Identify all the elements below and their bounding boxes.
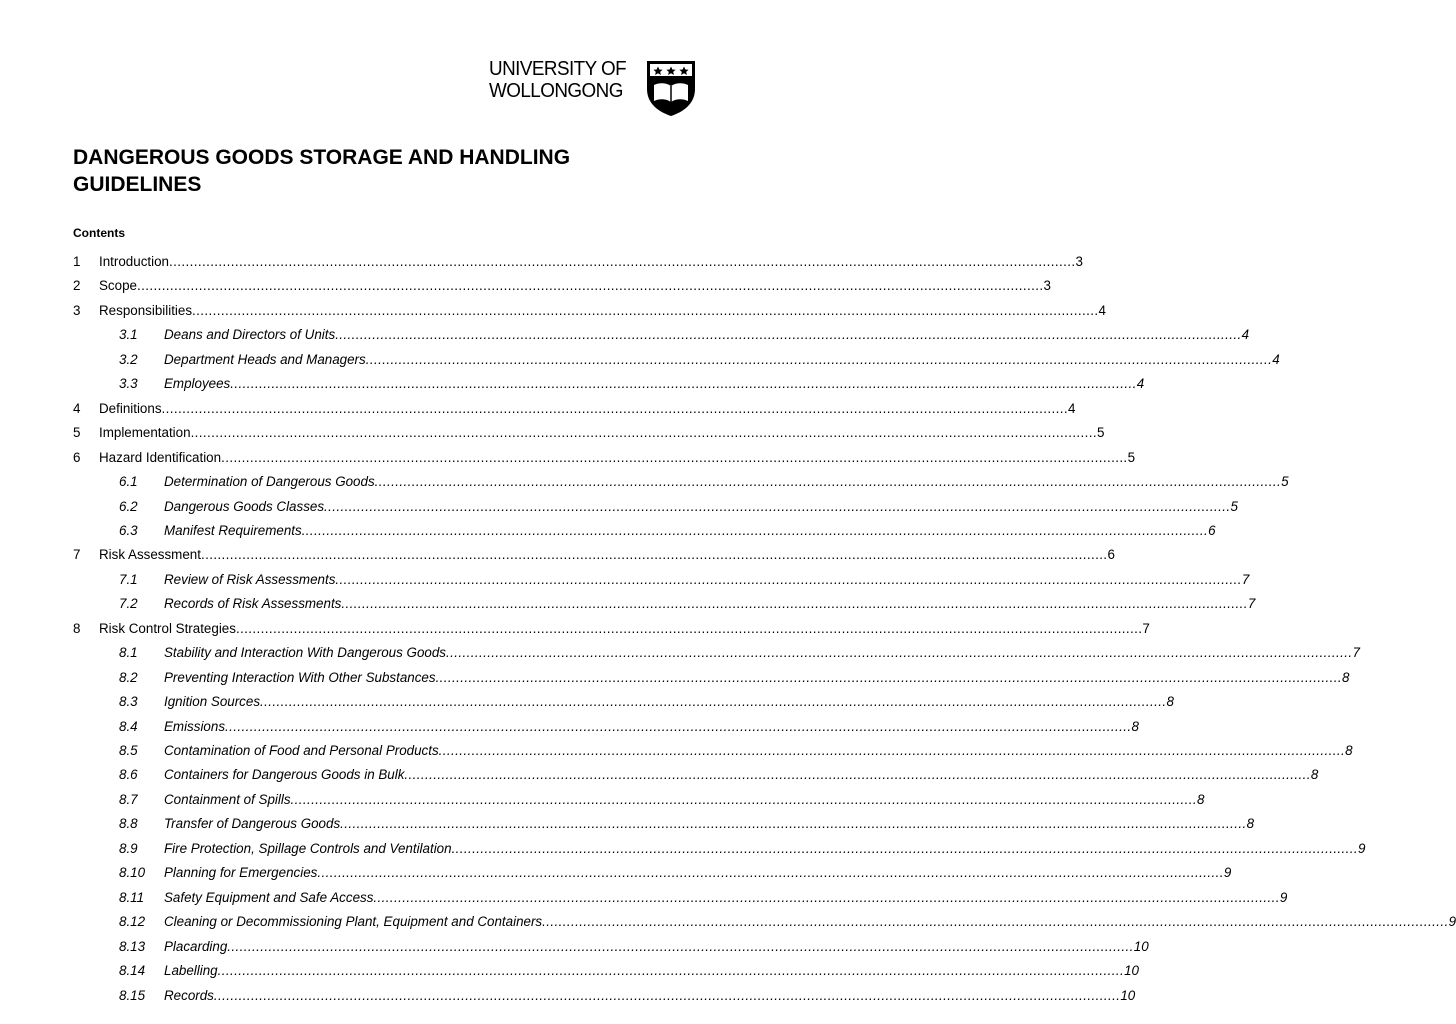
- logo-line-2: WOLLONGONG: [489, 79, 623, 102]
- toc-title: Review of Risk Assessments: [164, 571, 336, 587]
- toc-page-number: 8: [1310, 767, 1319, 783]
- toc-row[interactable]: [0, 472, 1289, 492]
- toc-title: Employees: [164, 376, 231, 392]
- toc-number: 8.2: [119, 669, 138, 685]
- toc-title: Safety Equipment and Safe Access: [164, 889, 374, 905]
- toc-title: Risk Control Strategies: [99, 620, 236, 636]
- toc-title: Records: [164, 987, 214, 1003]
- toc-title: Containment of Spills: [164, 791, 291, 807]
- toc-row[interactable]: [0, 399, 1076, 419]
- toc-number: 8: [73, 620, 81, 636]
- toc-leader-dots: ............................................................................................................................................................................................................................: [340, 816, 1247, 832]
- toc-page-number: 8: [1131, 718, 1139, 734]
- toc-number: 3.1: [119, 327, 138, 343]
- toc-page-number: 5: [1127, 449, 1136, 465]
- toc-leader-dots: ............................................................................................................................................................................................................................: [335, 571, 1242, 587]
- toc-page-number: 10: [1124, 963, 1139, 979]
- toc-leader-dots: ............................................................................................................................................................................................................................: [365, 351, 1273, 367]
- toc-title: Department Heads and Managers: [164, 351, 366, 367]
- toc-number: 8.13: [119, 938, 146, 954]
- document-title: DANGEROUS GOODS STORAGE AND HANDLING GUIDELINES: [73, 146, 571, 196]
- toc-page-number: 8: [1197, 791, 1205, 807]
- logo-wordmark: [489, 58, 626, 102]
- toc-row[interactable]: [0, 692, 1174, 712]
- toc-number: 7.2: [119, 596, 138, 612]
- toc-title: Ignition Sources: [164, 694, 261, 710]
- toc-number: 3.2: [119, 351, 138, 367]
- toc-number: 8.6: [119, 767, 138, 783]
- toc-title: Definitions: [99, 400, 162, 416]
- toc-leader-dots: ............................................................................................................................................................................................................................: [435, 669, 1343, 685]
- toc-title: Determination of Dangerous Goods: [164, 474, 375, 490]
- toc-title: Planning for Emergencies: [164, 865, 318, 881]
- toc-title: Scope: [99, 278, 137, 294]
- toc-page-number: 7: [1142, 620, 1150, 636]
- toc-page-number: 9: [1223, 865, 1232, 881]
- toc-leader-dots: ............................................................................................................................................................................................................................: [317, 865, 1224, 881]
- toc-title: Records of Risk Assessments: [164, 596, 342, 612]
- toc-leader-dots: ............................................................................................................................................................................................................................: [324, 498, 1231, 514]
- toc-title: Labelling: [164, 963, 218, 979]
- toc-leader-dots: ............................................................................................................................................................................................................................: [445, 645, 1353, 661]
- toc-page-number: 10: [1133, 938, 1149, 954]
- toc-number: 2: [73, 278, 81, 294]
- toc-leader-dots: ............................................................................................................................................................................................................................: [301, 522, 1209, 538]
- toc-number: 8.4: [119, 718, 138, 734]
- university-crest-icon: [645, 59, 697, 117]
- toc-page-number: 4: [1136, 376, 1145, 392]
- toc-number: 6: [73, 449, 81, 465]
- toc-leader-dots: ............................................................................................................................................................................................................................: [168, 254, 1076, 269]
- toc-title: Placarding: [164, 938, 228, 954]
- toc-title: Transfer of Dangerous Goods: [164, 816, 341, 832]
- toc-title: Hazard Identification: [99, 449, 222, 465]
- toc-row[interactable]: [0, 497, 1238, 517]
- toc-leader-dots: ............................................................................................................................................................................................................................: [290, 791, 1198, 807]
- toc-page-number: 7: [1241, 571, 1250, 587]
- toc-page-number: 6: [1107, 547, 1115, 563]
- toc-row[interactable]: [0, 888, 1288, 908]
- toc-title: Implementation: [99, 425, 191, 441]
- toc-row[interactable]: [0, 252, 1083, 272]
- toc-row[interactable]: [0, 301, 1106, 321]
- toc-page-number: 3: [1075, 254, 1083, 269]
- toc-page-number: 3: [1043, 278, 1051, 294]
- toc-row[interactable]: [0, 521, 1216, 541]
- toc-row[interactable]: [0, 717, 1139, 737]
- toc-leader-dots: ............................................................................................................................................................................................................................: [213, 987, 1121, 1003]
- toc-leader-dots: ............................................................................................................................................................................................................................: [260, 694, 1167, 710]
- toc-title: Preventing Interaction With Other Substances: [164, 669, 436, 685]
- toc-number: 8.3: [119, 694, 138, 710]
- toc-leader-dots: ............................................................................................................................................................................................................................: [451, 840, 1359, 856]
- toc-row[interactable]: [0, 668, 1350, 688]
- toc-title: Contamination of Food and Personal Products: [164, 743, 439, 758]
- toc-title: Manifest Requirements: [164, 522, 302, 538]
- toc-number: 8.8: [119, 816, 138, 832]
- toc-row[interactable]: [0, 276, 1051, 296]
- toc-page-number: 5: [1097, 425, 1105, 441]
- toc-page-number: 4: [1241, 327, 1250, 343]
- toc-number: 8.12: [119, 914, 146, 930]
- toc-leader-dots: ............................................................................................................................................................................................................................: [190, 425, 1098, 441]
- toc-page-number: 10: [1120, 987, 1136, 1003]
- toc-title: Containers for Dangerous Goods in Bulk: [164, 767, 405, 783]
- toc-leader-dots: ............................................................................................................................................................................................................................: [404, 767, 1311, 783]
- toc-title: Fire Protection, Spillage Controls and Ventilation: [164, 840, 452, 856]
- toc-leader-dots: ............................................................................................................................................................................................................................: [161, 400, 1069, 416]
- toc-title: Responsibilities: [99, 302, 193, 318]
- toc-leader-dots: ............................................................................................................................................................................................................................: [230, 376, 1137, 392]
- toc-number: 7.1: [119, 571, 138, 587]
- toc-leader-dots: ............................................................................................................................................................................................................................: [542, 914, 1449, 930]
- toc-leader-dots: ............................................................................................................................................................................................................................: [217, 963, 1125, 979]
- toc-page-number: 9: [1279, 889, 1288, 905]
- toc-title: Cleaning or Decommissioning Plant, Equipment and Containers: [164, 914, 543, 930]
- toc-number: 8.1: [119, 645, 138, 661]
- toc-page-number: 4: [1272, 351, 1280, 367]
- toc-number: 5: [73, 425, 81, 441]
- toc-leader-dots: ............................................................................................................................................................................................................................: [221, 449, 1128, 465]
- toc-title: Dangerous Goods Classes: [164, 498, 325, 514]
- toc-page-number: 9: [1448, 914, 1456, 930]
- toc-page-number: 5: [1281, 474, 1289, 490]
- university-logo: [489, 58, 638, 102]
- toc-number: 8.15: [119, 987, 146, 1003]
- toc-page-number: 7: [1247, 596, 1256, 612]
- toc-row[interactable]: [0, 350, 1280, 370]
- toc-page-number: 9: [1358, 840, 1366, 856]
- toc-number: 4: [73, 400, 81, 416]
- toc-leader-dots: ............................................................................................................................................................................................................................: [374, 474, 1282, 490]
- toc-page-number: 8: [1342, 669, 1350, 685]
- toc-leader-dots: ............................................................................................................................................................................................................................: [335, 327, 1242, 343]
- toc-row[interactable]: [0, 839, 1366, 859]
- toc-row[interactable]: [0, 325, 1250, 345]
- toc-row[interactable]: [0, 570, 1250, 590]
- toc-page-number: 8: [1246, 816, 1255, 832]
- toc-row[interactable]: [0, 986, 1136, 1006]
- toc-page-number: 8: [1345, 743, 1353, 758]
- toc-leader-dots: ............................................................................................................................................................................................................................: [438, 743, 1346, 758]
- toc-title: Stability and Interaction With Dangerous Goods: [164, 645, 446, 661]
- logo-line-1: UNIVERSITY OF: [489, 57, 627, 80]
- toc-title: Introduction: [99, 254, 169, 269]
- toc-row[interactable]: [0, 863, 1232, 883]
- toc-number: 6.3: [119, 522, 138, 538]
- toc-page-number: 4: [1098, 302, 1106, 318]
- toc-row[interactable]: [0, 619, 1150, 639]
- toc-row[interactable]: [0, 937, 1149, 957]
- toc-row[interactable]: [0, 912, 1456, 932]
- toc-number: 8.14: [119, 963, 146, 979]
- toc-leader-dots: ............................................................................................................................................................................................................................: [373, 889, 1280, 905]
- toc-leader-dots: ............................................................................................................................................................................................................................: [200, 547, 1108, 563]
- toc-row[interactable]: [0, 741, 1353, 761]
- contents-heading: Contents: [73, 226, 125, 240]
- toc-leader-dots: ............................................................................................................................................................................................................................: [225, 718, 1132, 734]
- toc-title: Deans and Directors of Units: [164, 327, 336, 343]
- toc-row[interactable]: [0, 594, 1256, 614]
- toc-page-number: 4: [1068, 400, 1076, 416]
- toc-title: Emissions: [164, 718, 226, 734]
- toc-number: 3: [73, 302, 81, 318]
- toc-page-number: 7: [1352, 645, 1360, 661]
- toc-page-number: 6: [1208, 522, 1216, 538]
- toc-title: Risk Assessment: [99, 547, 201, 563]
- toc-leader-dots: ............................................................................................................................................................................................................................: [235, 620, 1143, 636]
- toc-leader-dots: ............................................................................................................................................................................................................................: [192, 302, 1099, 318]
- toc-page-number: 8: [1166, 694, 1174, 710]
- toc-row[interactable]: [0, 374, 1145, 394]
- toc-row[interactable]: [0, 790, 1205, 810]
- toc-row[interactable]: [0, 448, 1136, 468]
- toc-number: 1: [73, 254, 81, 269]
- toc-row[interactable]: [0, 545, 1115, 565]
- toc-number: 8.5: [119, 743, 138, 758]
- toc-number: 8.11: [119, 889, 145, 905]
- toc-row[interactable]: [0, 643, 1360, 663]
- toc-page-number: 5: [1230, 498, 1238, 514]
- toc-row[interactable]: [0, 765, 1319, 785]
- toc-number: 8.10: [119, 865, 146, 881]
- toc-number: 8.7: [119, 791, 138, 807]
- toc-leader-dots: ............................................................................................................................................................................................................................: [136, 278, 1044, 294]
- toc-number: 6.1: [119, 474, 138, 490]
- toc-row[interactable]: [0, 814, 1255, 834]
- toc-number: 7: [73, 547, 81, 563]
- toc-row[interactable]: [0, 423, 1105, 443]
- toc-number: 3.3: [119, 376, 138, 392]
- toc-number: 6.2: [119, 498, 138, 514]
- toc-leader-dots: ............................................................................................................................................................................................................................: [341, 596, 1248, 612]
- toc-number: 8.9: [119, 840, 138, 856]
- toc-row[interactable]: [0, 961, 1139, 981]
- toc-leader-dots: ............................................................................................................................................................................................................................: [227, 938, 1134, 954]
